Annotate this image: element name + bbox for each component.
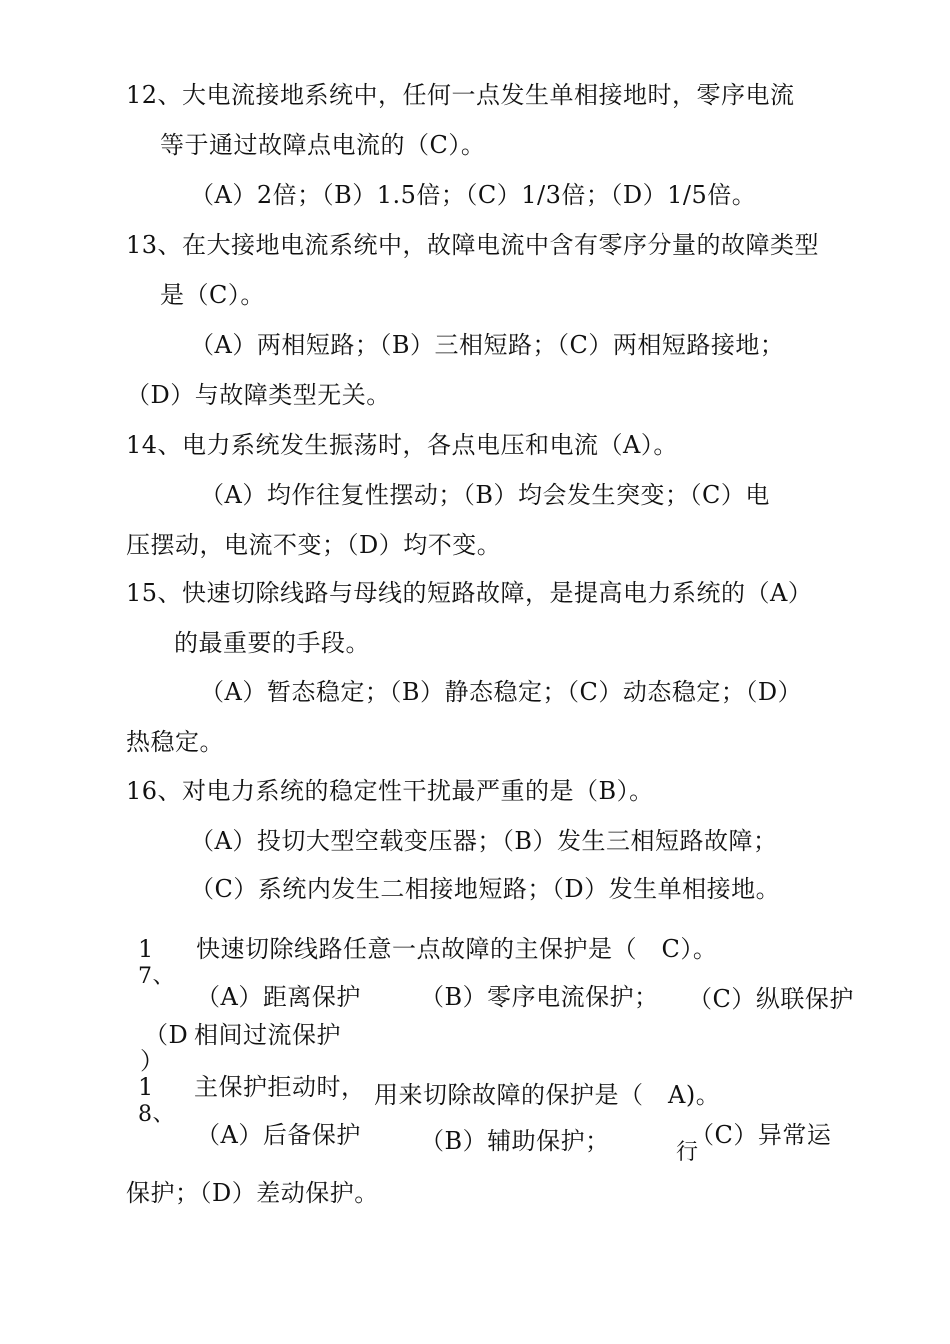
q12-line1: 12、大电流接地系统中，任何一点发生单相接地时，零序电流: [126, 81, 795, 109]
q17-number-part1: 1: [138, 935, 154, 963]
q14-options1: （A）均作往复性摆动；（B）均会发生突变；（C）电: [200, 481, 770, 509]
q17-option-d-paren: ）: [140, 1047, 165, 1075]
q17-option-a: （A）距离保护: [196, 983, 361, 1011]
q17-number-part2: 7、: [138, 964, 175, 989]
q16-options2: （C）系统内发生二相接地短路；（D）发生单相接地。: [190, 875, 781, 903]
q18-number-part2: 8、: [138, 1102, 175, 1127]
q18-option-c-fragment: 行: [676, 1140, 699, 1165]
q12-line2: 等于通过故障点电流的（C）。: [160, 131, 486, 159]
q18-number-part1: 1: [138, 1073, 154, 1101]
q18-question-text2: 用来切除故障的保护是（ A)。: [374, 1081, 721, 1109]
q13-options2: （D）与故障类型无关。: [126, 381, 391, 409]
q17-option-d: 相间过流保护: [194, 1021, 341, 1049]
q14-options2: 压摆动，电流不变；（D）均不变。: [126, 531, 502, 559]
q18-option-a: （A）后备保护: [196, 1121, 361, 1149]
q15-options2: 热稳定。: [126, 728, 224, 756]
q13-line1: 13、在大接地电流系统中，故障电流中含有零序分量的故障类型: [126, 231, 820, 259]
q17-option-c: （C）纵联保护: [688, 985, 854, 1013]
q18-option-b: （B）辅助保护；: [420, 1127, 610, 1155]
q18-option-c: （C）异常运: [690, 1121, 832, 1149]
q16-line1: 16、对电力系统的稳定性干扰最严重的是（B）。: [126, 777, 654, 805]
q18-question-text1: 主保护拒动时，: [194, 1073, 366, 1101]
q15-options1: （A）暂态稳定；（B）静态稳定；（C）动态稳定；（D）: [200, 678, 803, 706]
q12-options: （A）2倍；（B）1.5倍；（C）1/3倍；（D）1/5倍。: [190, 181, 757, 209]
q13-line2: 是（C）。: [160, 281, 265, 309]
q14-line1: 14、电力系统发生振荡时，各点电压和电流（A）。: [126, 431, 678, 459]
q17-option-d-label: （D: [144, 1021, 189, 1049]
q17-option-b: （B）零序电流保护；: [420, 983, 659, 1011]
q17-question-text: 快速切除线路任意一点故障的主保护是（ C）。: [196, 935, 718, 963]
q15-line2: 的最重要的手段。: [174, 629, 370, 657]
q15-line1: 15、快速切除线路与母线的短路故障，是提高电力系统的（A）: [126, 579, 813, 607]
q13-options1: （A）两相短路；（B）三相短路；（C）两相短路接地；: [190, 331, 785, 359]
q18-options-continued: 保护；（D）差动保护。: [126, 1179, 379, 1207]
q16-options1: （A）投切大型空载变压器；（B）发生三相短路故障；: [190, 827, 778, 855]
